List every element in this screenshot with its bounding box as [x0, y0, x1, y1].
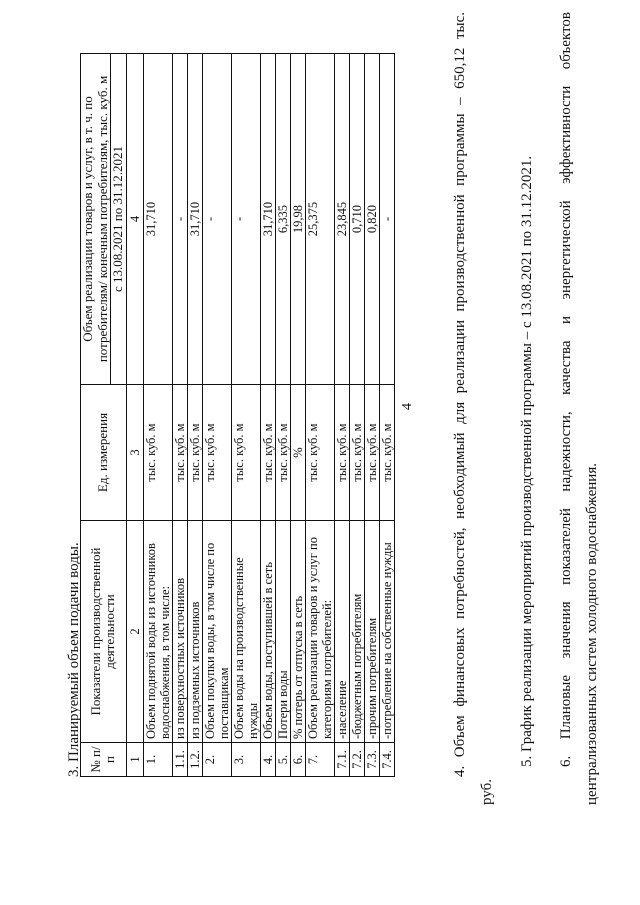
row-number: 6. [290, 743, 305, 777]
row-number: 3. [231, 743, 260, 777]
row-unit: тыс. куб. м [379, 385, 394, 521]
row-unit: тыс. куб. м [275, 385, 290, 521]
row-value: - [231, 54, 260, 385]
row-indicator: Объем воды, поступившей в сеть [260, 521, 275, 743]
row-unit: тыс. куб. м [349, 385, 364, 521]
row-number: 4. [260, 743, 275, 777]
section-3-title: 3. Планируемый объем подачи воды. [66, 542, 82, 777]
row-unit: тыс. куб. м [260, 385, 275, 521]
row-indicator: Объем воды на производственные нужды [231, 521, 260, 743]
row-unit: тыс. куб. м [202, 385, 231, 521]
row-value: - [379, 54, 394, 385]
table-row [187, 54, 202, 777]
row-value: 23,845 [334, 54, 349, 385]
row-number: 7.1. [334, 743, 349, 777]
col-number-1: 1 [126, 743, 143, 777]
row-unit: тыс. куб. м [143, 385, 172, 521]
row-unit: тыс. куб. м [364, 385, 379, 521]
table-row [143, 54, 172, 777]
table-row [290, 54, 305, 777]
row-indicator: из поверхностных источников [172, 521, 187, 743]
header-indicator: Показатели производственной деятельности [81, 521, 127, 743]
table-row [275, 54, 290, 777]
row-indicator: -бюджетным потребителям [349, 521, 364, 743]
col-number-4: 4 [126, 54, 143, 385]
col-number-2: 2 [126, 521, 143, 743]
row-indicator: -прочим потребителям [364, 521, 379, 743]
table-row [231, 54, 260, 777]
row-number: 7.4. [379, 743, 394, 777]
row-value: - [202, 54, 231, 385]
row-number: 7.2. [349, 743, 364, 777]
row-value: 31,710 [187, 54, 202, 385]
table-row [349, 54, 364, 777]
paragraph-6: 6. Плановые значения показателей надежности, качества и энергетической эффективности объектов [558, 12, 574, 767]
row-unit: тыс. куб. м [334, 385, 349, 521]
water-supply-table [80, 53, 395, 777]
paragraph-5: 5. График реализации мероприятий производственной программы – с 13.08.2021 по 31.12.2021. [519, 155, 535, 767]
header-period: с 13.08.2021 по 31.12.2021 [111, 54, 127, 385]
row-number: 1. [143, 743, 172, 777]
row-value: 31,710 [260, 54, 275, 385]
row-value: 19,98 [290, 54, 305, 385]
header-unit: Ед. измерения [81, 385, 127, 521]
row-indicator: Объем покупки воды, в том числе по поставщикам [202, 521, 231, 743]
row-indicator: Объем реализации товаров и услуг по категориям потребителей: [305, 521, 334, 743]
table-row [364, 54, 379, 777]
row-number: 1.2. [187, 743, 202, 777]
row-number: 7.3. [364, 743, 379, 777]
paragraph-6-continuation: централизованных систем холодного водоснабжения. [584, 463, 600, 805]
table-row [260, 54, 275, 777]
row-value: 31,710 [143, 54, 172, 385]
page-number: 4 [400, 403, 415, 410]
row-indicator: из подземных источников [187, 521, 202, 743]
row-unit: тыс. куб. м [305, 385, 334, 521]
row-value: 0,710 [349, 54, 364, 385]
row-value: 0,820 [364, 54, 379, 385]
header-number: № п/п [81, 743, 127, 777]
header-volume: Объем реализации товаров и услуг, в т. ч. по потребителям/ конечным потребителям, тыс. куб. м [81, 54, 111, 385]
row-value: - [172, 54, 187, 385]
row-indicator: Потери воды [275, 521, 290, 743]
row-number: 5. [275, 743, 290, 777]
row-indicator: Объем поднятой воды из источников водоснабжения, в том числе: [143, 521, 172, 743]
row-number: 1.1. [172, 743, 187, 777]
row-value: 25,375 [305, 54, 334, 385]
row-indicator: -население [334, 521, 349, 743]
table-row [202, 54, 231, 777]
table-row [305, 54, 334, 777]
paragraph-4: 4. Объем финансовых потребностей, необходимый для реализации производственной программы – 650,12 тыс. [452, 12, 468, 777]
row-number: 7. [305, 743, 334, 777]
row-unit: тыс. куб. м [172, 385, 187, 521]
table-row [172, 54, 187, 777]
table-row [379, 54, 394, 777]
row-unit: тыс. куб. м [187, 385, 202, 521]
paragraph-4-continuation: руб. [479, 779, 495, 805]
row-value: 6,335 [275, 54, 290, 385]
row-indicator: -потребление на собственные нужды [379, 521, 394, 743]
row-indicator: % потерь от отпуска в сеть [290, 521, 305, 743]
row-number: 2. [202, 743, 231, 777]
table-row [334, 54, 349, 777]
row-unit: тыс. куб. м [231, 385, 260, 521]
row-unit: % [290, 385, 305, 521]
col-number-3: 3 [126, 385, 143, 521]
